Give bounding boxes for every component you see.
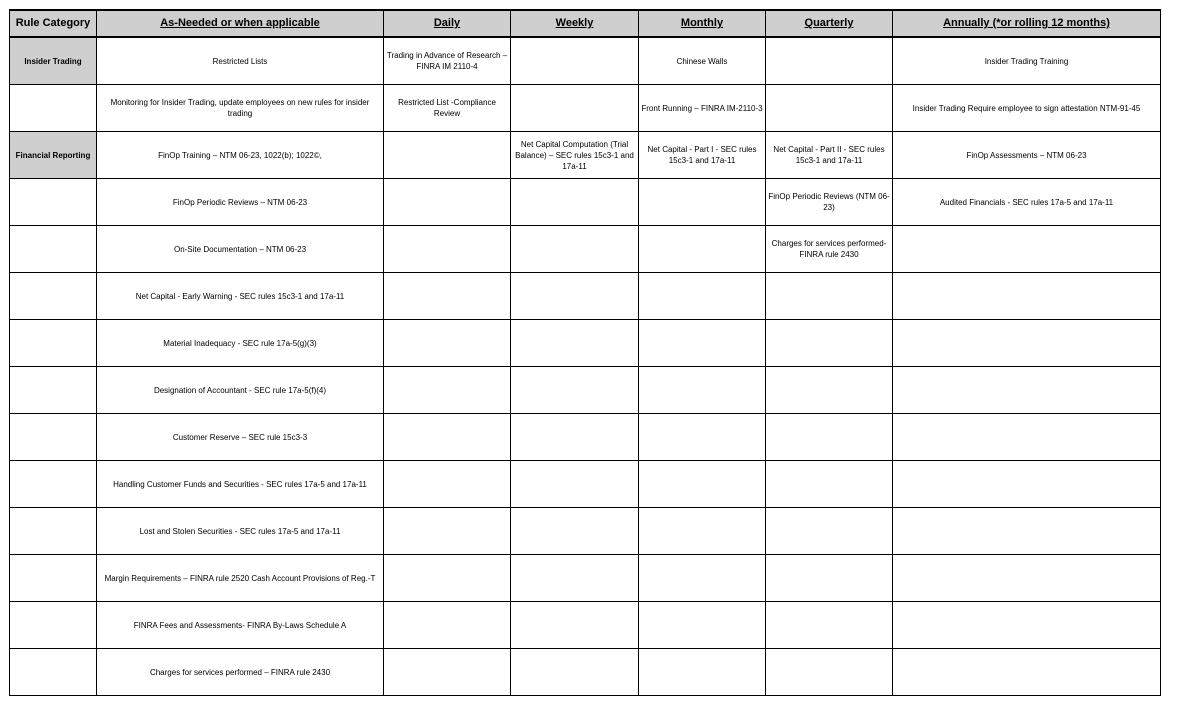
weekly-cell: [511, 367, 639, 414]
header-daily: Daily: [384, 10, 511, 37]
daily-cell: Trading in Advance of Research – FINRA IM 2110-4: [384, 37, 511, 85]
category-cell: [10, 414, 97, 461]
monthly-cell: [639, 273, 766, 320]
quarterly-cell: [766, 461, 893, 508]
category-cell: [10, 508, 97, 555]
as-needed-cell: Margin Requirements – FINRA rule 2520 Cash Account Provisions of Reg.-T: [97, 555, 384, 602]
table-row: [10, 320, 1161, 367]
category-cell: [10, 226, 97, 273]
header-as-needed: As-Needed or when applicable: [97, 10, 384, 37]
category-cell: Financial Reporting: [10, 132, 97, 179]
table-row: [10, 555, 1161, 602]
as-needed-cell: FinOp Periodic Reviews – NTM 06-23: [97, 179, 384, 226]
annually-cell: [893, 226, 1161, 273]
weekly-cell: Net Capital Computation (Trial Balance) – SEC rules 15c3-1 and 17a-11: [511, 132, 639, 179]
monthly-cell: [639, 602, 766, 649]
category-cell: [10, 179, 97, 226]
daily-cell: [384, 555, 511, 602]
table-row: [10, 85, 1161, 132]
table-row: [10, 367, 1161, 414]
quarterly-cell: [766, 649, 893, 696]
table-row: [10, 461, 1161, 508]
quarterly-cell: [766, 273, 893, 320]
as-needed-cell: Monitoring for Insider Trading, update employees on new rules for insider trading: [97, 85, 384, 132]
monthly-cell: [639, 226, 766, 273]
weekly-cell: [511, 37, 639, 85]
weekly-cell: [511, 179, 639, 226]
as-needed-cell: Net Capital - Early Warning - SEC rules 15c3-1 and 17a-11: [97, 273, 384, 320]
quarterly-cell: [766, 602, 893, 649]
monthly-cell: [639, 320, 766, 367]
daily-cell: [384, 320, 511, 367]
table-row: [10, 273, 1161, 320]
daily-cell: [384, 132, 511, 179]
category-cell: [10, 85, 97, 132]
table-row: [10, 414, 1161, 461]
annually-cell: [893, 602, 1161, 649]
daily-cell: Restricted List -Compliance Review: [384, 85, 511, 132]
header-quarterly: Quarterly: [766, 10, 893, 37]
weekly-cell: [511, 649, 639, 696]
weekly-cell: [511, 320, 639, 367]
annually-cell: [893, 649, 1161, 696]
quarterly-cell: [766, 320, 893, 367]
as-needed-cell: Material Inadequacy - SEC rule 17a-5(g)(3): [97, 320, 384, 367]
annually-cell: [893, 461, 1161, 508]
annually-cell: Insider Trading Training: [893, 37, 1161, 85]
monthly-cell: [639, 414, 766, 461]
quarterly-cell: [766, 414, 893, 461]
header-annually: Annually (*or rolling 12 months): [893, 10, 1161, 37]
daily-cell: [384, 602, 511, 649]
as-needed-cell: Charges for services performed – FINRA rule 2430: [97, 649, 384, 696]
quarterly-cell: FinOp Periodic Reviews (NTM 06-23): [766, 179, 893, 226]
daily-cell: [384, 367, 511, 414]
monthly-cell: [639, 649, 766, 696]
weekly-cell: [511, 273, 639, 320]
annually-cell: FinOp Assessments – NTM 06-23: [893, 132, 1161, 179]
annually-cell: [893, 414, 1161, 461]
category-cell: [10, 320, 97, 367]
weekly-cell: [511, 461, 639, 508]
quarterly-cell: Charges for services performed- FINRA rule 2430: [766, 226, 893, 273]
weekly-cell: [511, 226, 639, 273]
as-needed-cell: FinOp Training – NTM 06-23, 1022(b); 1022©,: [97, 132, 384, 179]
weekly-cell: [511, 85, 639, 132]
quarterly-cell: [766, 85, 893, 132]
table-row: [10, 132, 1161, 179]
header-monthly: Monthly: [639, 10, 766, 37]
daily-cell: [384, 179, 511, 226]
annually-cell: [893, 320, 1161, 367]
daily-cell: [384, 414, 511, 461]
monthly-cell: [639, 179, 766, 226]
table-row: [10, 508, 1161, 555]
quarterly-cell: Net Capital - Part II - SEC rules 15c3-1 and 17a-11: [766, 132, 893, 179]
daily-cell: [384, 649, 511, 696]
weekly-cell: [511, 602, 639, 649]
weekly-cell: [511, 508, 639, 555]
category-cell: [10, 273, 97, 320]
monthly-cell: [639, 555, 766, 602]
compliance-calendar-table: [9, 9, 1161, 696]
as-needed-cell: Handling Customer Funds and Securities - SEC rules 17a-5 and 17a-11: [97, 461, 384, 508]
quarterly-cell: [766, 367, 893, 414]
as-needed-cell: Restricted Lists: [97, 37, 384, 85]
daily-cell: [384, 461, 511, 508]
header-row: [10, 10, 1161, 37]
weekly-cell: [511, 414, 639, 461]
table-row: [10, 37, 1161, 85]
annually-cell: [893, 367, 1161, 414]
as-needed-cell: On-Site Documentation – NTM 06-23: [97, 226, 384, 273]
category-cell: [10, 367, 97, 414]
compliance-calendar-sheet: [9, 9, 1161, 696]
quarterly-cell: [766, 37, 893, 85]
annually-cell: [893, 555, 1161, 602]
category-cell: [10, 461, 97, 508]
annually-cell: Audited Financials - SEC rules 17a-5 and 17a-11: [893, 179, 1161, 226]
as-needed-cell: Lost and Stolen Securities - SEC rules 17a-5 and 17a-11: [97, 508, 384, 555]
weekly-cell: [511, 555, 639, 602]
as-needed-cell: Customer Reserve – SEC rule 15c3-3: [97, 414, 384, 461]
daily-cell: [384, 273, 511, 320]
table-row: [10, 602, 1161, 649]
category-cell: [10, 555, 97, 602]
monthly-cell: [639, 461, 766, 508]
monthly-cell: Chinese Walls: [639, 37, 766, 85]
monthly-cell: Net Capital - Part I - SEC rules 15c3-1 and 17a-11: [639, 132, 766, 179]
category-cell: [10, 602, 97, 649]
as-needed-cell: Designation of Accountant - SEC rule 17a-5(f)(4): [97, 367, 384, 414]
quarterly-cell: [766, 508, 893, 555]
table-row: [10, 226, 1161, 273]
annually-cell: Insider Trading Require employee to sign attestation NTM-91-45: [893, 85, 1161, 132]
monthly-cell: [639, 508, 766, 555]
daily-cell: [384, 226, 511, 273]
monthly-cell: Front Running – FINRA IM-2110-3: [639, 85, 766, 132]
header-rule-category: Rule Category: [10, 10, 97, 37]
daily-cell: [384, 508, 511, 555]
table-row: [10, 649, 1161, 696]
category-cell: [10, 649, 97, 696]
annually-cell: [893, 273, 1161, 320]
monthly-cell: [639, 367, 766, 414]
table-row: [10, 179, 1161, 226]
quarterly-cell: [766, 555, 893, 602]
header-weekly: Weekly: [511, 10, 639, 37]
category-cell: Insider Trading: [10, 37, 97, 85]
as-needed-cell: FINRA Fees and Assessments- FINRA By-Laws Schedule A: [97, 602, 384, 649]
annually-cell: [893, 508, 1161, 555]
